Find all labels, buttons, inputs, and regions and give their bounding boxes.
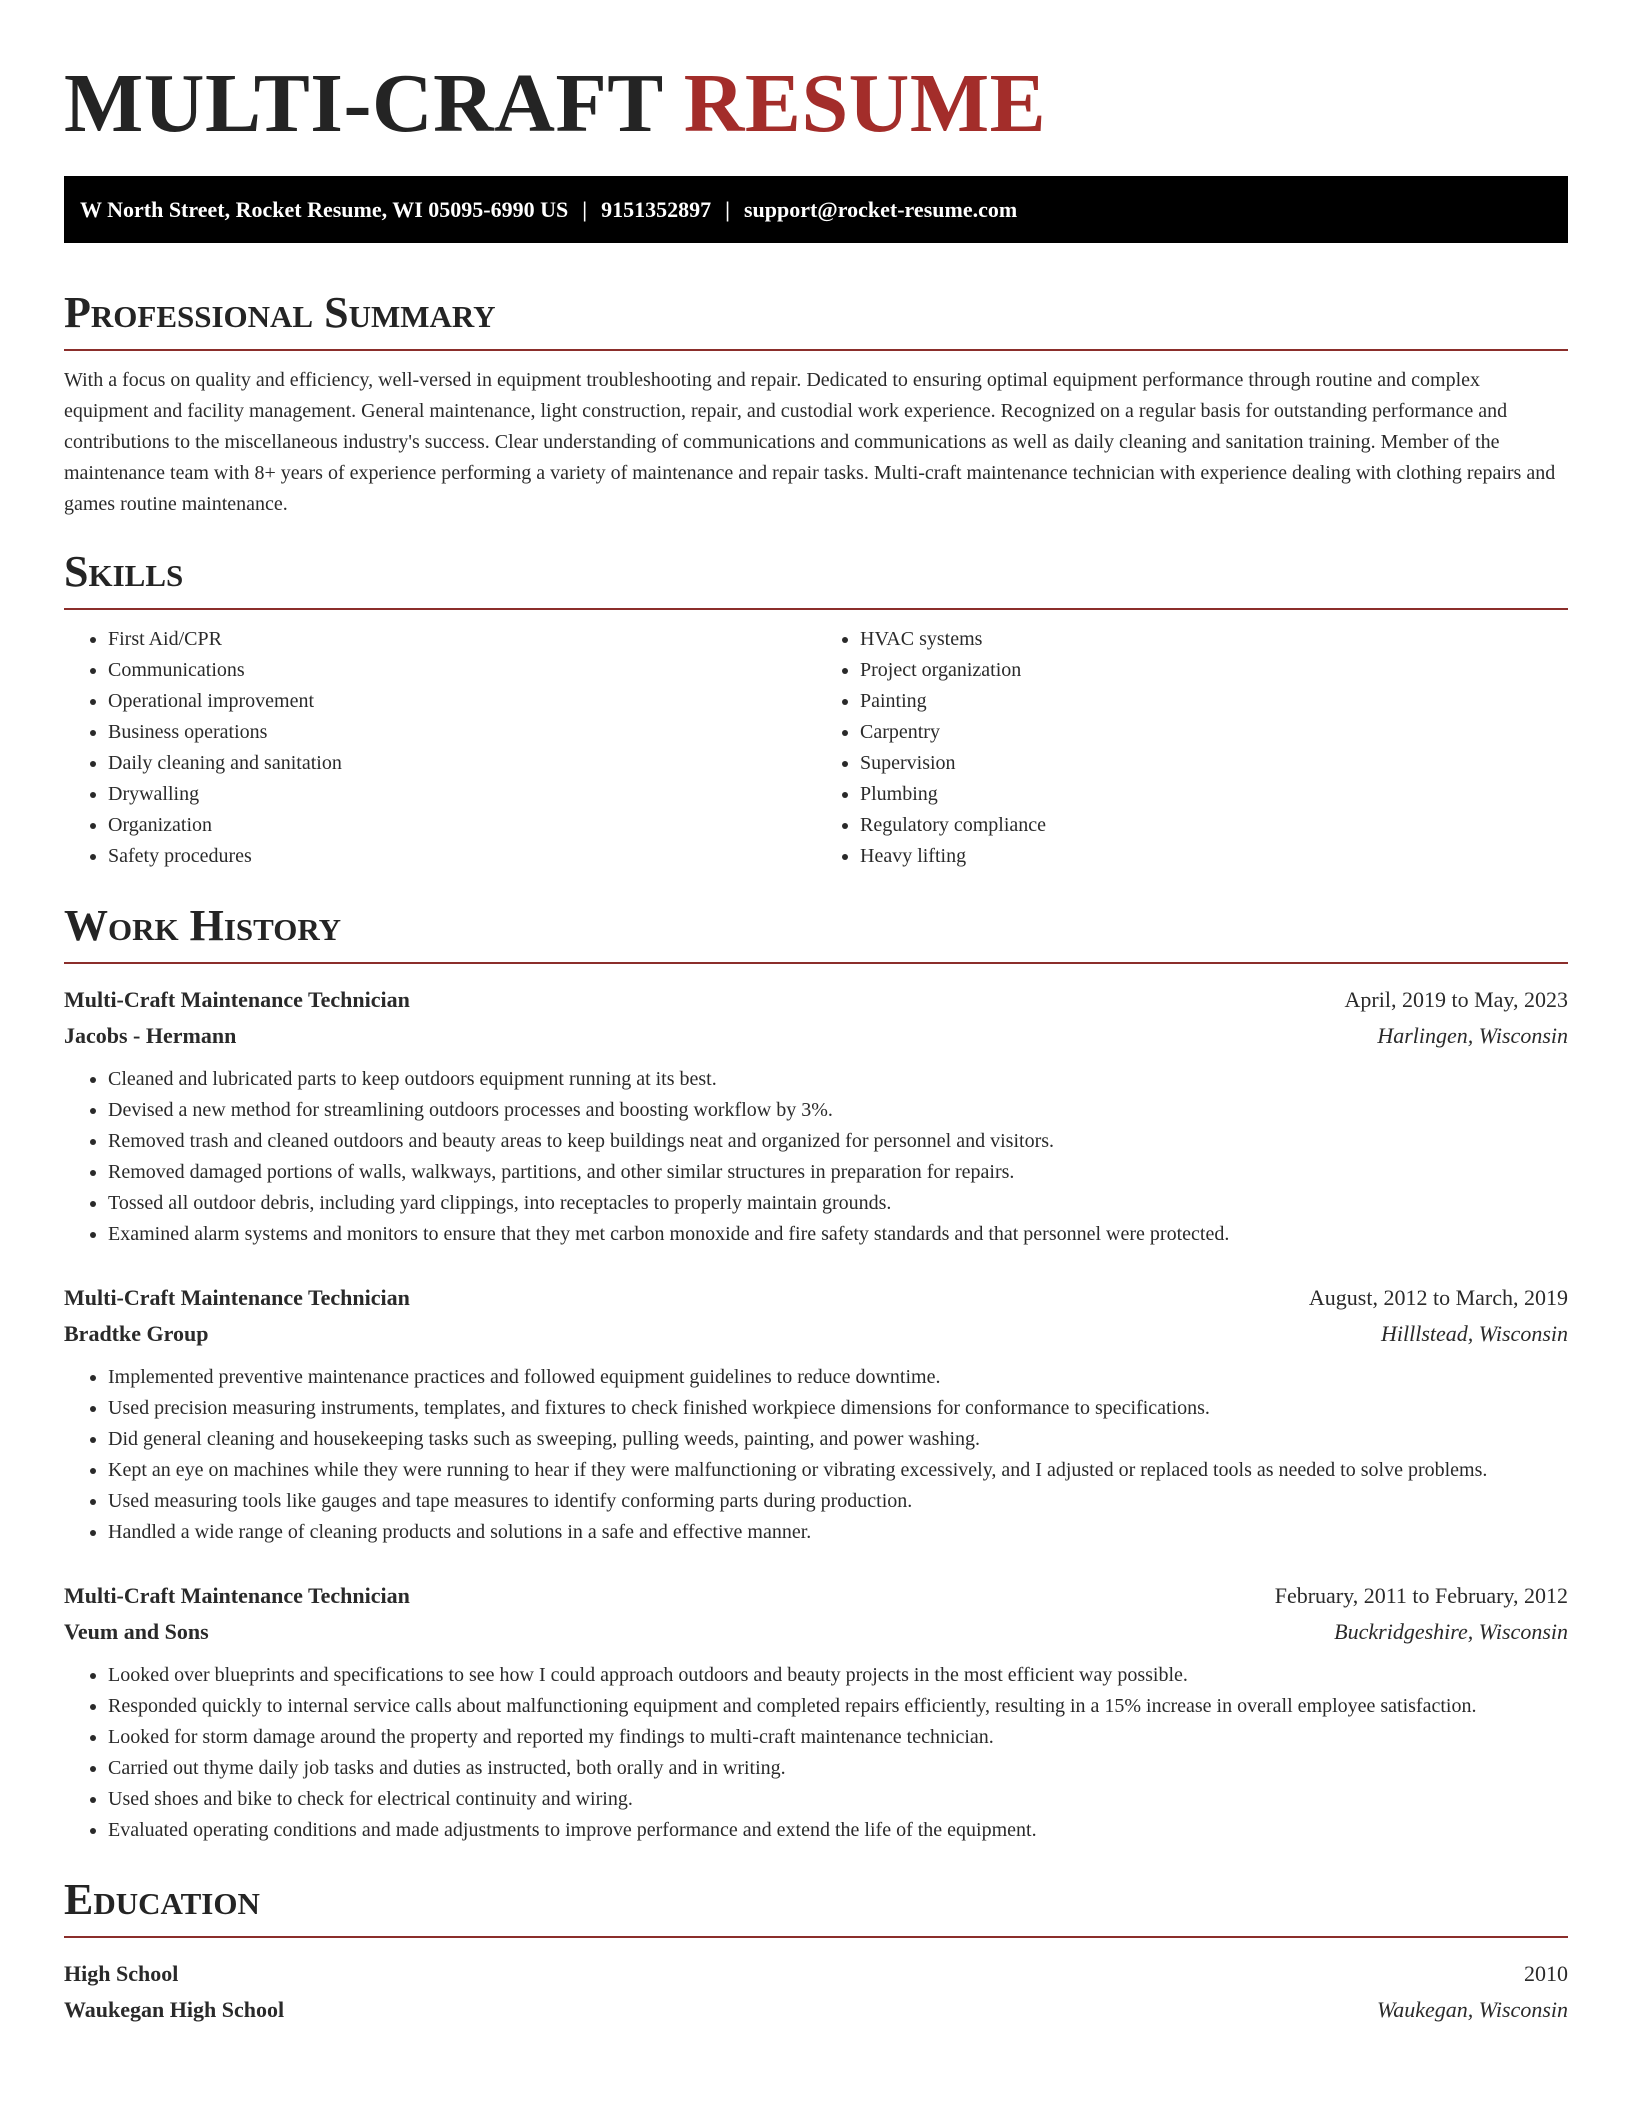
job-title: Multi-Craft Maintenance Technician [64,1285,410,1310]
section-divider [64,1936,1568,1938]
title-part1: MULTI-CRAFT [64,57,663,150]
skill-item: • Carpentry [860,717,1568,748]
skill-item: • Safety procedures [108,841,816,872]
job-bullet: • Did general cleaning and housekeeping tasks such as sweeping, pulling weeds, painting, and power washing. [108,1424,1568,1455]
education-header-row [64,1956,1568,1992]
job-dates: April, 2019 to May, 2023 [1344,987,1568,1012]
education-school: Waukegan High School [64,1997,285,2022]
contact-email: support@rocket-resume.com [743,197,1018,222]
skill-item: • Plumbing [860,779,1568,810]
job-bullet: • Carried out thyme daily job tasks and duties as instructed, both orally and in writing. [108,1753,1568,1784]
section-divider [64,608,1568,610]
education-location: Waukegan, Wisconsin [1376,1997,1568,2022]
education-year: 2010 [1524,1961,1568,1986]
job-entry [64,1578,1568,1846]
skill-item: • Organization [108,810,816,841]
job-bullet: • Examined alarm systems and monitors to ensure that they met carbon monoxide and fire safety standards and that personnel were protected. [108,1219,1568,1250]
contact-separator: | [582,197,588,222]
job-bullet: • Looked over blueprints and specifications to see how I could approach outdoors and beauty projects in the most efficient way possible. [108,1660,1568,1691]
work-history-section [64,900,1568,1846]
job-title: Multi-Craft Maintenance Technician [64,987,410,1012]
job-company: Veum and Sons [64,1619,209,1644]
contact-address: W North Street, Rocket Resume, WI 05095-6990 US [80,197,569,222]
skill-item: • Heavy lifting [860,841,1568,872]
summary-section [64,287,1568,520]
contact-phone: 9151352897 [601,197,712,222]
education-section [64,1874,1568,2028]
job-header-row [64,1578,1568,1614]
job-bullet: • Used shoes and bike to check for electrical continuity and wiring. [108,1784,1568,1815]
skill-item: • Supervision [860,748,1568,779]
job-location: Buckridgeshire, Wisconsin [1334,1619,1568,1644]
job-bullet: • Devised a new method for streamlining outdoors processes and boosting workflow by 3%. [108,1095,1568,1126]
skills-left-list [64,624,816,872]
job-bullet: • Handled a wide range of cleaning products and solutions in a safe and effective manner. [108,1517,1568,1548]
job-bullets [64,1064,1568,1250]
job-header-row [64,1280,1568,1316]
skill-item: • Painting [860,686,1568,717]
job-company-row [64,1614,1568,1650]
summary-text: With a focus on quality and efficiency, well-versed in equipment troubleshooting and repair. Dedicated to ensuring optimal equipment performance through routine and complex equipment and facility management. General maintenance, light construction, repair, and custodial work experience. Recognized on a regular basis for outstanding performance and contributions to the miscellaneous industry's success. Clear understanding of communications and communications as well as daily cleaning and sanitation training. Member of the maintenance team with 8+ years of experience performing a variety of maintenance and repair tasks. Multi-craft maintenance technician with experience dealing with clothing repairs and games routine maintenance. [64,369,1556,515]
skill-item: • Communications [108,655,816,686]
resume-title [64,56,1568,152]
job-entry [64,982,1568,1250]
skills-section [64,546,1568,872]
job-bullet: • Cleaned and lubricated parts to keep outdoors equipment running at its best. [108,1064,1568,1095]
education-entry [64,1956,1568,2028]
job-dates: August, 2012 to March, 2019 [1308,1285,1568,1310]
skill-item: • Project organization [860,655,1568,686]
skill-item: • First Aid/CPR [108,624,816,655]
job-bullet: • Looked for storm damage around the property and reported my findings to multi-craft maintenance technician. [108,1722,1568,1753]
job-bullet: • Implemented preventive maintenance practices and followed equipment guidelines to reduce downtime. [108,1362,1568,1393]
job-entry [64,1280,1568,1548]
contact-separator: | [725,197,730,222]
job-bullet: • Used precision measuring instruments, templates, and fixtures to check finished workpiece dimensions for conformance to specifications. [108,1393,1568,1424]
job-dates: February, 2011 to February, 2012 [1274,1583,1568,1608]
job-bullet: • Kept an eye on machines while they were running to hear if they were malfunctioning or vibrating excessively, and I adjusted or replaced tools as needed to solve problems. [108,1455,1568,1486]
job-bullet: • Used measuring tools like gauges and tape measures to identify conforming parts during production. [108,1486,1568,1517]
job-title: Multi-Craft Maintenance Technician [64,1583,410,1608]
job-company: Bradtke Group [64,1321,209,1346]
job-bullet: • Evaluated operating conditions and made adjustments to improve performance and extend the life of the equipment. [108,1815,1568,1846]
education-school-row [64,1992,1568,2028]
skill-item: • Operational improvement [108,686,816,717]
job-bullet: • Responded quickly to internal service calls about malfunctioning equipment and completed repairs efficiently, resulting in a 15% increase in overall employee satisfaction. [108,1691,1568,1722]
job-company-row [64,1316,1568,1352]
title-part2: RESUME [683,57,1047,150]
job-bullet: • Tossed all outdoor debris, including yard clippings, into receptacles to properly maintain grounds. [108,1188,1568,1219]
contact-bar [64,176,1568,243]
skill-item: • Regulatory compliance [860,810,1568,841]
section-heading-education: Education [64,1875,260,1924]
education-degree: High School [64,1961,179,1986]
skills-columns [64,624,1568,872]
skills-right-list [816,624,1568,872]
job-location: Harlingen, Wisconsin [1377,1023,1568,1048]
job-header-row [64,982,1568,1018]
skill-item: • HVAC systems [860,624,1568,655]
job-bullet: • Removed trash and cleaned outdoors and beauty areas to keep buildings neat and organized for personnel and visitors. [108,1126,1568,1157]
job-company: Jacobs - Hermann [64,1023,237,1048]
section-divider [64,349,1568,351]
job-bullets [64,1660,1568,1846]
job-bullets [64,1362,1568,1548]
section-heading-skills: Skills [64,547,184,596]
skill-item: • Business operations [108,717,816,748]
section-heading-work-history: Work History [64,901,342,950]
job-bullet: • Removed damaged portions of walls, walkways, partitions, and other similar structures in preparation for repairs. [108,1157,1568,1188]
section-heading-summary: Professional Summary [64,288,496,337]
skill-item: • Daily cleaning and sanitation [108,748,816,779]
job-location: Hilllstead, Wisconsin [1381,1321,1568,1346]
skill-item: • Drywalling [108,779,816,810]
job-company-row [64,1018,1568,1054]
section-divider [64,962,1568,964]
